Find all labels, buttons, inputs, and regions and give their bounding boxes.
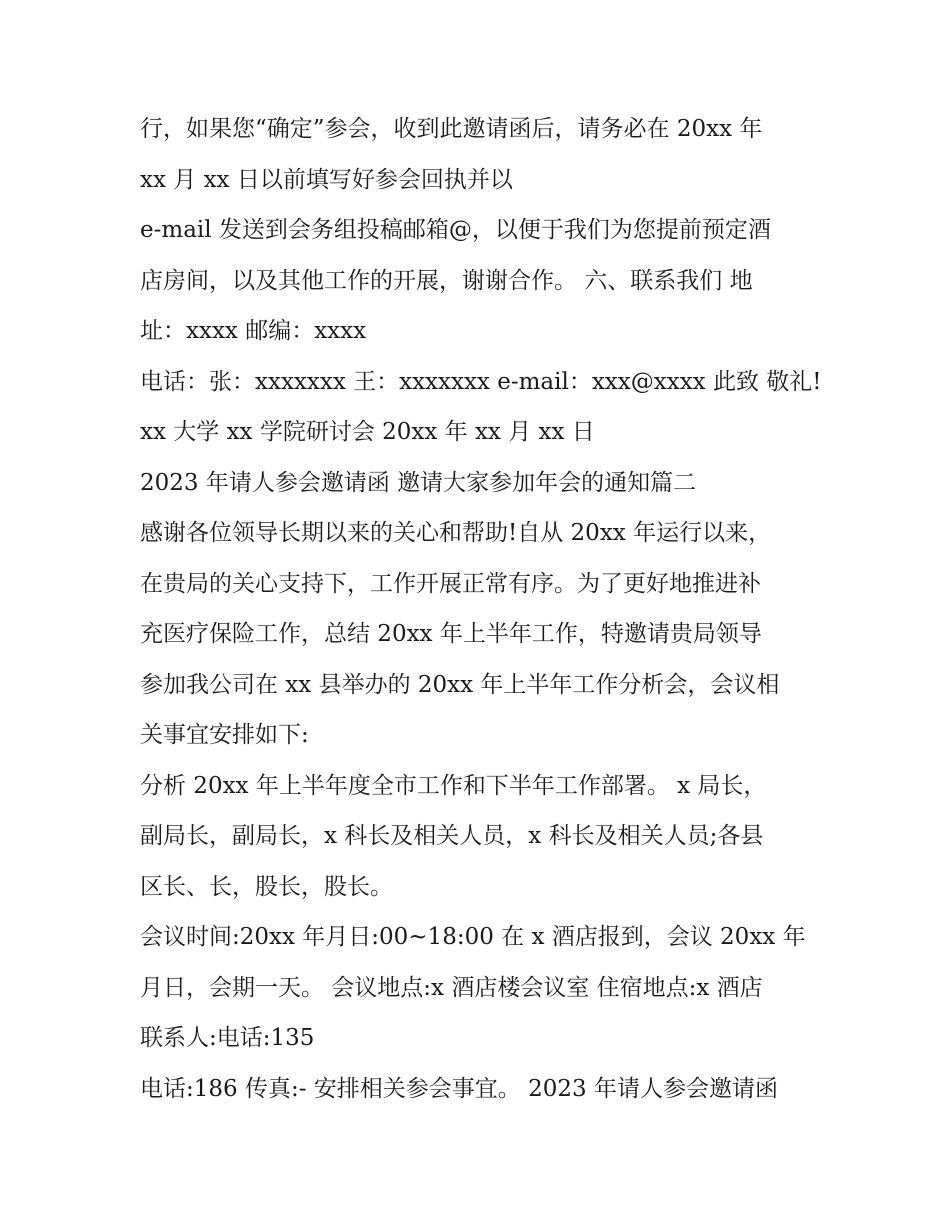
text-line: 关事宜安排如下:	[140, 722, 309, 748]
text-line: xx 月 xx 日以前填写好参会回执并以	[140, 166, 513, 193]
text-line: e-mail 发送到会务组投稿邮箱@，以便于我们为您提前预定酒	[140, 217, 771, 243]
text-line: 会议时间:20xx 年月日:00~18:00 在 x 酒店报到，会议 20xx 年	[140, 924, 806, 950]
text-line: 行，如果您“确定”参会，收到此邀请函后，请务必在 20xx 年	[140, 116, 763, 142]
text-line: 月日，会期一天。 会议地点:x 酒店楼会议室 住宿地点:x 酒店	[140, 974, 763, 1001]
text-line: 址：xxxx 邮编：xxxx	[140, 318, 367, 344]
text-line: 分析 20xx 年上半年度全市工作和下半年工作部署。 x 局长，	[140, 772, 767, 799]
text-line: xx 大学 xx 学院研讨会 20xx 年 xx 月 xx 日	[140, 419, 595, 445]
text-line: 区长、长，股长，股长。	[140, 873, 393, 900]
text-line: 电话:186 传真:- 安排相关参会事宜。 2023 年请人参会邀请函	[140, 1075, 778, 1102]
document-body	[140, 104, 820, 1114]
text-line: 在贵局的关心支持下，工作开展正常有序。为了更好地推进补	[140, 570, 761, 597]
text-line: 店房间，以及其他工作的开展，谢谢合作。 六、联系我们 地	[140, 267, 753, 294]
text-line: 参加我公司在 xx 县举办的 20xx 年上半年工作分析会，会议相	[140, 671, 780, 698]
text-line: 副局长，副局长，x 科长及相关人员，x 科长及相关人员;各县	[140, 823, 764, 849]
text-line: 电话：张：xxxxxxx 王：xxxxxxx e-mail：xxx@xxxx 此致 敬礼!	[140, 368, 822, 395]
text-line: 联系人:电话:135	[140, 1025, 315, 1051]
text-line: 感谢各位领导长期以来的关心和帮助!自从 20xx 年运行以来，	[140, 520, 772, 546]
text-line: 充医疗保险工作，总结 20xx 年上半年工作，特邀请贵局领导	[140, 621, 762, 647]
section-heading: 2023 年请人参会邀请函 邀请大家参加年会的通知篇二	[140, 469, 697, 496]
